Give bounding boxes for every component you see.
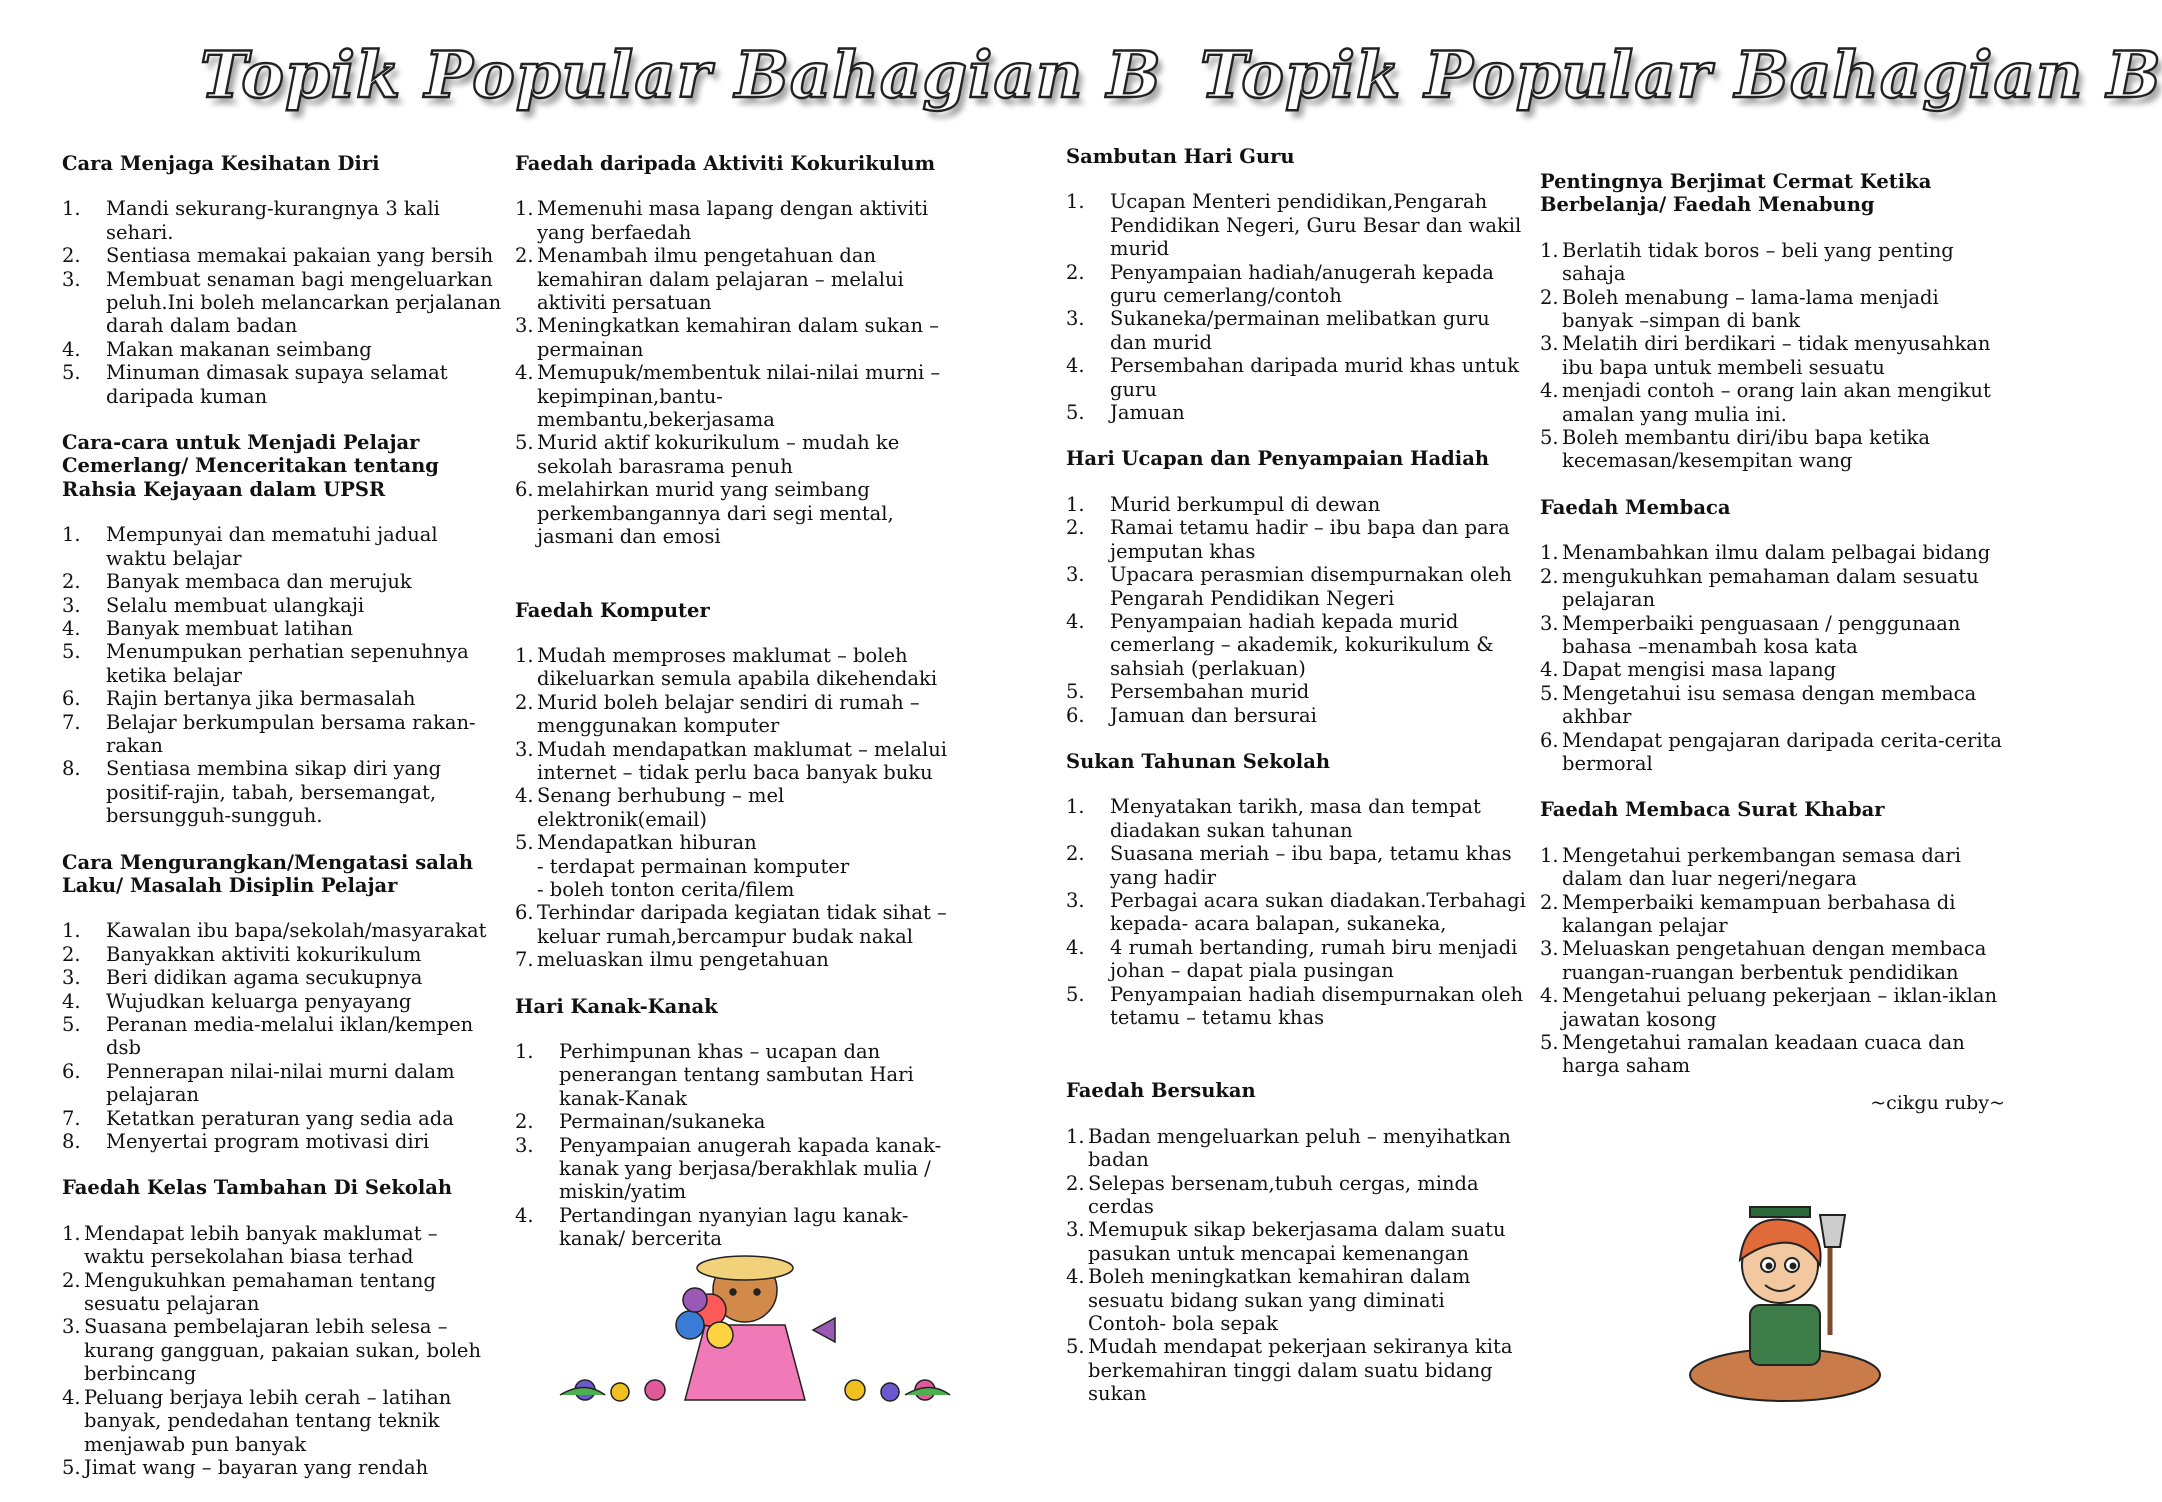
item-number: 4. <box>1066 935 1085 959</box>
item-number: 5. <box>62 1013 81 1036</box>
section-cara-menjaga-kesihatan-diri <box>62 152 504 408</box>
list-item <box>515 1134 955 1204</box>
item-number: 3. <box>515 737 534 761</box>
section-list <box>62 919 504 1153</box>
item-number: 1. <box>1540 843 1559 867</box>
list-item <box>1066 1218 1528 1265</box>
section-heading: Hari Kanak-Kanak <box>515 994 718 1018</box>
section-cara-cara-untuk-menjadi-pelajar-cemerlan <box>62 431 504 828</box>
item-number: 3. <box>1066 563 1085 587</box>
item-number: 3. <box>515 1133 534 1157</box>
item-number: 5. <box>1540 1031 1559 1054</box>
page-title-left: Topik Popular Bahagian B <box>200 38 1162 113</box>
section-list <box>1066 795 1528 1029</box>
section-faedah-daripada-aktiviti-kokurikulum <box>515 152 955 549</box>
list-item <box>1540 379 2005 426</box>
list-item <box>62 1386 504 1456</box>
item-text: Meluaskan pengetahuan dengan membaca ruangan-ruangan berbentuk pendidikan <box>1562 937 1987 984</box>
item-number: 8. <box>62 757 81 781</box>
item-text: - terdapat permainan komputer <box>537 854 850 878</box>
list-item <box>1066 401 1528 424</box>
section-heading: Cara Menjaga Kesihatan Diri <box>62 152 380 175</box>
item-text: Sentiasa membina sikap diri yang positif-rajin, tabah, bersemangat, bersungguh-sungguh. <box>106 757 442 828</box>
item-number: 4. <box>1066 1265 1085 1289</box>
item-text: Suasana meriah – ibu bapa, tetamu khas yang hadir <box>1110 842 1512 889</box>
item-number: 3. <box>62 1315 81 1339</box>
section-heading: Sambutan Hari Guru <box>1066 145 1295 168</box>
item-text: Terhindar daripada kegiatan tidak sihat – keluar rumah,bercampur budak nakal <box>537 901 947 948</box>
item-text: Penyampaian hadiah disempurnakan oleh tetamu – tetamu khas <box>1110 982 1524 1029</box>
item-number: 1. <box>515 197 534 221</box>
section-list <box>515 644 955 972</box>
item-number: 5. <box>1066 982 1085 1006</box>
list-item <box>515 197 955 244</box>
item-number: 5. <box>62 361 81 385</box>
item-text: Ketatkan peraturan yang sedia ada <box>106 1106 454 1130</box>
item-text: Senang berhubung – mel elektronik(email) <box>537 784 785 831</box>
item-number: 1. <box>515 643 534 667</box>
list-item <box>1066 889 1528 936</box>
item-number: 1. <box>1540 541 1559 565</box>
section-list <box>515 1040 955 1251</box>
item-text: Mudah mendapat pekerjaan sekiranya kita berkemahiran tinggi dalam suatu bidang sukan <box>1088 1335 1513 1406</box>
list-item <box>62 640 504 687</box>
item-number: 2. <box>1540 285 1559 309</box>
list-item <box>62 757 504 827</box>
column-2 <box>515 152 955 1274</box>
section-heading: Faedah Membaca <box>1540 495 1731 519</box>
item-text: Banyak membaca dan merujuk <box>106 570 412 594</box>
gardener-icon <box>1680 1185 1890 1405</box>
list-item <box>1066 563 1528 610</box>
list-item <box>62 268 504 338</box>
item-number: 1. <box>62 1221 81 1245</box>
section-heading: Faedah daripada Aktiviti Kokurikulum <box>515 152 936 175</box>
item-number: 2. <box>62 244 81 268</box>
item-text: Kawalan ibu bapa/sekolah/masyarakat <box>106 919 487 943</box>
item-text: Upacara perasmian disempurnakan oleh Pengarah Pendidikan Negeri <box>1110 563 1512 610</box>
page-title-right: Topik Popular Bahagian B <box>1200 38 2162 113</box>
list-item <box>1540 682 2005 729</box>
list-item <box>1540 658 2005 681</box>
list-item <box>1066 1172 1528 1219</box>
item-text: Sentiasa memakai pakaian yang bersih <box>106 244 494 268</box>
item-number: 2. <box>515 244 534 268</box>
list-item <box>1066 795 1528 842</box>
item-text: Mengetahui peluang pekerjaan – iklan-iklan jawatan kosong <box>1562 984 1998 1031</box>
item-text: Memperbaiki kemampuan berbahasa di kalangan pelajar <box>1562 890 1956 937</box>
item-number: 2. <box>1066 1171 1085 1195</box>
item-text: Memperbaiki penguasaan / penggunaan bahasa –menambah kosa kata <box>1562 611 1961 658</box>
list-item <box>515 431 955 478</box>
item-number: 4. <box>62 616 81 640</box>
item-text: meluaskan ilmu pengetahuan <box>537 948 829 972</box>
item-text: Belajar berkumpulan bersama rakan-rakan <box>106 710 476 757</box>
list-item <box>515 855 955 878</box>
item-text: Peluang berjaya lebih cerah – latihan banyak, pendedahan tentang teknik menjawab pun banyak <box>84 1385 452 1456</box>
item-text: Mendapat pengajaran daripada cerita-cerita bermoral <box>1562 728 2003 775</box>
list-item <box>1540 426 2005 473</box>
section-heading: Hari Ucapan dan Penyampaian Hadiah <box>1066 447 1490 471</box>
list-item <box>62 943 504 966</box>
list-item <box>515 691 955 738</box>
item-text: Persembahan murid <box>1110 680 1310 704</box>
list-item <box>515 1040 955 1110</box>
item-number: 5. <box>1066 401 1085 425</box>
column-3 <box>1066 145 1528 1429</box>
item-text: Jimat wang – bayaran yang rendah <box>84 1455 429 1479</box>
item-text: Menambahkan ilmu dalam pelbagai bidang <box>1562 541 1991 565</box>
item-text: Menyertai program motivasi diri <box>106 1130 430 1154</box>
list-item <box>1540 729 2005 776</box>
list-item <box>1066 261 1528 308</box>
list-item <box>1066 1335 1528 1405</box>
section-heading: Faedah Membaca Surat Khabar <box>1540 798 1885 822</box>
item-text: Beri didikan agama secukupnya <box>106 966 423 990</box>
list-item <box>1066 936 1528 983</box>
item-number: 4. <box>62 1385 81 1409</box>
section-heading: Cara Mengurangkan/Mengatasi salah Laku/ Masalah Disiplin Pelajar <box>62 850 474 897</box>
item-number: 3. <box>515 314 534 338</box>
item-number: 4. <box>515 1203 534 1227</box>
section-heading: Faedah Komputer <box>515 598 710 622</box>
item-number: 2. <box>1066 260 1085 284</box>
item-number: 3. <box>62 593 81 617</box>
list-item <box>62 523 504 570</box>
item-text: Wujudkan keluarga penyayang <box>106 989 412 1013</box>
section-list <box>1066 1125 1528 1406</box>
item-number: 4. <box>515 361 534 385</box>
section-heading: Faedah Bersukan <box>1066 1079 1256 1103</box>
item-text: Mendapatkan hiburan <box>537 831 757 855</box>
item-text: Perbagai acara sukan diadakan.Terbahagi kepada- acara balapan, sukaneka, <box>1110 888 1526 936</box>
column-1 <box>62 152 504 1502</box>
item-number <box>515 855 537 878</box>
item-number: 2. <box>515 690 534 714</box>
section-faedah-kelas-tambahan-di-sekolah <box>62 1176 504 1479</box>
section-faedah-komputer <box>515 599 955 972</box>
item-text: Berlatih tidak boros – beli yang penting sahaja <box>1562 238 1954 286</box>
item-number: 1. <box>1066 492 1085 516</box>
item-text: Memenuhi masa lapang dengan aktiviti yang berfaedah <box>537 197 929 244</box>
item-text: Mandi sekurang-kurangnya 3 kali sehari. <box>106 197 440 244</box>
list-item <box>515 878 955 901</box>
list-item <box>62 966 504 989</box>
item-text: Selepas bersenam,tubuh cergas, minda cerdas <box>1088 1171 1479 1219</box>
list-item <box>62 197 504 244</box>
item-text: Banyakkan aktiviti kokurikulum <box>106 942 422 966</box>
item-number: 5. <box>1540 681 1559 705</box>
list-item <box>62 1269 504 1316</box>
list-item <box>1066 842 1528 889</box>
item-number: 4. <box>1540 658 1559 682</box>
item-text: Jamuan dan bersurai <box>1110 703 1317 727</box>
section-list <box>1540 239 2005 473</box>
item-text: Dapat mengisi masa lapang <box>1562 658 1837 682</box>
section-list <box>62 523 504 827</box>
item-text: Mengukuhkan pemahaman tentang sesuatu pelajaran <box>84 1268 436 1316</box>
list-item <box>1540 891 2005 938</box>
list-item <box>1066 610 1528 680</box>
list-item <box>515 948 955 971</box>
item-text: Memupuk sikap bekerjasama dalam suatu pasukan untuk mencapai kemenangan <box>1088 1218 1506 1265</box>
item-text: Ramai tetamu hadir – ibu bapa dan para jemputan khas <box>1110 516 1510 563</box>
item-text: Badan mengeluarkan peluh – menyihatkan badan <box>1088 1124 1511 1172</box>
item-number: 2. <box>1066 842 1085 866</box>
item-text: Pertandingan nyanyian lagu kanak-kanak/ bercerita <box>559 1203 909 1251</box>
section-heading: Sukan Tahunan Sekolah <box>1066 749 1331 773</box>
item-text: Mendapat lebih banyak maklumat – waktu persekolahan biasa terhad <box>84 1221 438 1269</box>
item-text: Ucapan Menteri pendidikan,Pengarah Pendidikan Negeri, Guru Besar dan wakil murid <box>1110 190 1522 261</box>
list-item <box>1540 937 2005 984</box>
item-text: Menyatakan tarikh, masa dan tempat diadakan sukan tahunan <box>1110 795 1481 842</box>
item-text: Melatih diri berdikari – tidak menyusahkan ibu bapa untuk membeli sesuatu <box>1562 332 1991 379</box>
item-number: 5. <box>1066 680 1085 704</box>
item-number: 3. <box>1066 888 1085 912</box>
item-number: 7. <box>62 710 81 734</box>
list-item <box>515 1110 955 1133</box>
item-number: 5. <box>62 640 81 664</box>
list-item <box>62 244 504 267</box>
list-item <box>1066 983 1528 1030</box>
item-number: 2. <box>1540 564 1559 588</box>
list-item <box>1066 190 1528 260</box>
list-item <box>1066 354 1528 401</box>
section-heading: Pentingnya Berjimat Cermat Ketika Berbelanja/ Faedah Menabung <box>1540 170 1932 217</box>
item-number: 2. <box>62 942 81 966</box>
item-number: 2. <box>62 1268 81 1292</box>
item-number: 3. <box>1066 307 1085 331</box>
item-text: Memupuk/membentuk nilai-nilai murni – kepimpinan,bantu-membantu,bekerjasama <box>537 361 941 432</box>
item-text: Mengetahui perkembangan semasa dari dalam dan luar negeri/negara <box>1562 843 1961 891</box>
list-item <box>1540 844 2005 891</box>
item-number: 2. <box>62 570 81 594</box>
list-item <box>62 711 504 758</box>
item-number: 2. <box>515 1110 534 1134</box>
section-heading: Faedah Kelas Tambahan Di Sekolah <box>62 1176 453 1200</box>
item-number: 1. <box>515 1040 534 1063</box>
item-number: 7. <box>515 948 534 972</box>
item-number: 6. <box>1540 728 1559 752</box>
list-item <box>515 784 955 831</box>
item-number: 4. <box>1540 984 1559 1008</box>
list-item <box>62 687 504 710</box>
item-text: Membuat senaman bagi mengeluarkan peluh.Ini boleh melancarkan perjalanan darah dalam badan <box>106 267 502 338</box>
item-text: 4 rumah bertanding, rumah biru menjadi johan – dapat piala pusingan <box>1110 935 1518 983</box>
item-number: 2. <box>1066 516 1085 540</box>
list-item <box>1066 1125 1528 1172</box>
section-pentingnya-berjimat-cermat-ketika-berbel <box>1540 170 2005 473</box>
item-number: 1. <box>1540 238 1559 262</box>
list-item <box>62 919 504 942</box>
section-list <box>1066 190 1528 424</box>
item-number: 1. <box>62 197 81 221</box>
list-item <box>62 1107 504 1130</box>
item-text: Makan makanan seimbang <box>106 337 372 361</box>
list-item <box>62 1060 504 1107</box>
item-number: 7. <box>62 1106 81 1130</box>
item-number: 5. <box>1066 1335 1085 1359</box>
list-item <box>515 738 955 785</box>
list-item <box>1540 565 2005 612</box>
item-number: 5. <box>1540 426 1559 450</box>
item-text: Sukaneka/permainan melibatkan guru dan murid <box>1110 307 1490 354</box>
section-hari-ucapan-dan-penyampaian-hadiah <box>1066 447 1528 726</box>
item-number: 1. <box>62 523 81 547</box>
item-text: Boleh membantu diri/ibu bapa ketika kecemasan/kesempitan wang <box>1562 426 1930 473</box>
list-item <box>1540 612 2005 659</box>
section-list <box>1540 541 2005 775</box>
section-sukan-tahunan-sekolah <box>1066 750 1528 1029</box>
list-item <box>1066 516 1528 563</box>
item-text: Peranan media-melalui iklan/kempen dsb <box>106 1013 474 1060</box>
list-item <box>1066 1265 1528 1335</box>
section-hari-kanak-kanak <box>515 995 955 1251</box>
item-text: Murid boleh belajar sendiri di rumah – menggunakan komputer <box>537 690 920 738</box>
item-number: 3. <box>1540 611 1559 635</box>
item-text: Murid berkumpul di dewan <box>1110 492 1381 516</box>
item-number: 5. <box>515 831 534 855</box>
list-item <box>1540 332 2005 379</box>
list-item <box>62 1456 504 1479</box>
item-number: 4. <box>1540 379 1559 403</box>
item-text: Penyampaian anugerah kapada kanak-kanak yang berjasa/berakhlak mulia / miskin/yatim <box>559 1133 942 1204</box>
list-item <box>1540 984 2005 1031</box>
item-text: Mudah memproses maklumat – boleh dikeluarkan semula apabila dikehendaki <box>537 643 938 691</box>
list-item <box>1540 239 2005 286</box>
section-list <box>1540 844 2005 1078</box>
item-text: Penyampaian hadiah kepada murid cemerlang – akademik, kokurikulum & sahsiah (perlakuan) <box>1110 609 1494 680</box>
item-number: 1. <box>1066 795 1085 819</box>
section-faedah-membaca <box>1540 496 2005 775</box>
item-number: 3. <box>1540 332 1559 356</box>
list-item <box>62 570 504 593</box>
list-item <box>62 594 504 617</box>
list-item <box>515 644 955 691</box>
item-text: Jamuan <box>1110 401 1185 425</box>
item-number: 2. <box>1540 890 1559 914</box>
item-number: 4. <box>62 989 81 1013</box>
section-cara-mengurangkan-mengatasi-salah-laku-m <box>62 851 504 1154</box>
item-text: Suasana pembelajaran lebih selesa – kurang gangguan, pakaian sukan, boleh berbincang <box>84 1315 482 1386</box>
section-list <box>1066 493 1528 727</box>
item-text: Murid aktif kokurikulum – mudah ke sekolah barasrama penuh <box>537 431 900 478</box>
item-text: Mengetahui isu semasa dengan membaca akhbar <box>1562 681 1977 729</box>
column-4 <box>1540 170 2005 1101</box>
list-item <box>62 1222 504 1269</box>
list-item <box>515 314 955 361</box>
item-number: 6. <box>515 901 534 925</box>
item-text: Penyampaian hadiah/anugerah kepada guru cemerlang/contoh <box>1110 260 1494 308</box>
list-item <box>515 361 955 431</box>
list-item <box>515 478 955 548</box>
item-text: Boleh meningkatkan kemahiran dalam sesuatu bidang sukan yang diminati Contoh- bola sepak <box>1088 1265 1471 1336</box>
item-number: 4. <box>1066 354 1085 378</box>
item-number: 4. <box>515 784 534 808</box>
list-item <box>62 617 504 640</box>
item-text: Rajin bertanya jika bermasalah <box>106 687 416 711</box>
item-text: Boleh menabung – lama-lama menjadi banyak –simpan di bank <box>1562 285 1939 333</box>
item-text: Minuman dimasak supaya selamat daripada kuman <box>106 361 448 408</box>
list-item <box>1540 541 2005 564</box>
item-number: 5. <box>515 431 534 455</box>
item-number: 6. <box>62 687 81 711</box>
item-text: Selalu membuat ulangkaji <box>106 593 365 617</box>
section-faedah-bersukan <box>1066 1079 1528 1405</box>
section-sambutan-hari-guru <box>1066 145 1528 424</box>
section-list <box>515 197 955 548</box>
item-text: Persembahan daripada murid khas untuk guru <box>1110 354 1520 401</box>
item-text: Perhimpunan khas – ucapan dan penerangan tentang sambutan Hari kanak-Kanak <box>559 1040 914 1110</box>
item-text: Pennerapan nilai-nilai murni dalam pelajaran <box>106 1059 455 1107</box>
item-text: Permainan/sukaneka <box>559 1110 766 1134</box>
item-number: 8. <box>62 1130 81 1154</box>
item-text: Meningkatkan kemahiran dalam sukan – permainan <box>537 314 939 361</box>
item-text: - boleh tonton cerita/filem <box>537 877 795 901</box>
item-text: Mudah mendapatkan maklumat – melalui internet – tidak perlu baca banyak buku <box>537 737 947 784</box>
item-number: 1. <box>1066 190 1085 214</box>
bear-flowers-icon <box>545 1230 965 1420</box>
item-text: Mengetahui ramalan keadaan cuaca dan harga saham <box>1562 1031 1965 1078</box>
list-item <box>62 338 504 361</box>
list-item <box>62 1130 504 1153</box>
item-number: 4. <box>1066 609 1085 633</box>
list-item <box>1066 704 1528 727</box>
item-text: Menambah ilmu pengetahuan dan kemahiran dalam pelajaran – melalui aktiviti persatuan <box>537 244 904 315</box>
list-item <box>515 244 955 314</box>
item-text: Menumpukan perhatian sepenuhnya ketika belajar <box>106 640 469 687</box>
item-number: 6. <box>1066 703 1085 727</box>
item-number <box>515 878 537 901</box>
list-item <box>62 990 504 1013</box>
list-item <box>62 1013 504 1060</box>
section-heading: Cara-cara untuk Menjadi Pelajar Cemerlang/ Menceritakan tentang Rahsia Kejayaan dalam UPSR <box>62 431 439 501</box>
list-item <box>1066 493 1528 516</box>
item-number: 1. <box>1066 1124 1085 1148</box>
item-number: 1. <box>62 919 81 943</box>
item-text: melahirkan murid yang seimbang perkembangannya dari segi mental, jasmani dan emosi <box>537 478 894 549</box>
item-number: 3. <box>1066 1218 1085 1242</box>
section-list <box>62 197 504 408</box>
item-number: 3. <box>1540 937 1559 961</box>
item-text: menjadi contoh – orang lain akan mengikut amalan yang mulia ini. <box>1562 379 1991 426</box>
item-number: 3. <box>62 267 81 291</box>
item-text: Banyak membuat latihan <box>106 616 354 640</box>
item-text: Mempunyai dan mematuhi jadual waktu belajar <box>106 523 438 570</box>
item-number: 4. <box>62 337 81 361</box>
list-item <box>1066 680 1528 703</box>
section-faedah-membaca-surat-khabar <box>1540 798 2005 1077</box>
signature: ~cikgu ruby~ <box>1870 1092 2005 1114</box>
item-number: 6. <box>515 478 534 502</box>
list-item <box>1540 286 2005 333</box>
item-text: mengukuhkan pemahaman dalam sesuatu pelajaran <box>1562 564 1979 612</box>
section-list <box>62 1222 504 1479</box>
list-item <box>515 831 955 854</box>
item-number: 3. <box>62 966 81 990</box>
list-item <box>515 901 955 948</box>
list-item <box>62 361 504 408</box>
list-item <box>62 1315 504 1385</box>
item-number: 5. <box>62 1455 81 1479</box>
list-item <box>1066 307 1528 354</box>
item-number: 6. <box>62 1059 81 1083</box>
list-item <box>1540 1031 2005 1078</box>
